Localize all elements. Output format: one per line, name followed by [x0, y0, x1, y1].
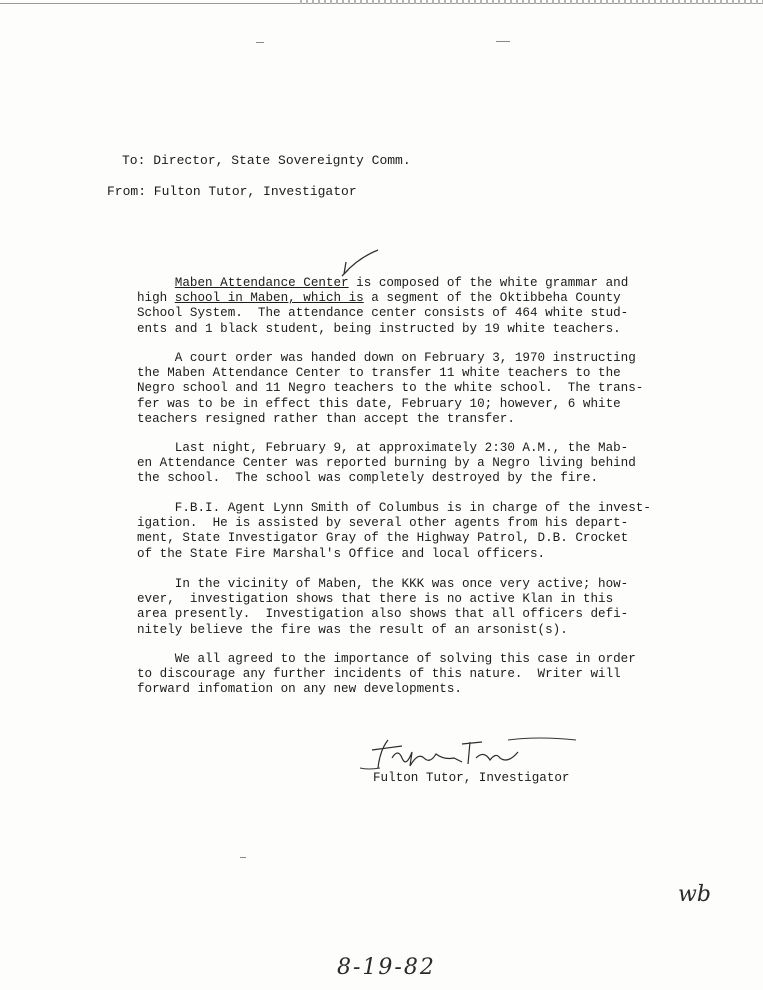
paragraph-line: In the vicinity of Maben, the KKK was once very active; how-: [137, 577, 629, 591]
underlined-text: Maben Attendance Center: [174, 276, 349, 290]
scan-speck: [496, 41, 510, 42]
paragraph-line: ever, investigation shows that there is no active Klan in this: [137, 592, 614, 607]
scan-speck: [256, 42, 264, 43]
paragraph-line: high school in Maben, which is a segment of the Oktibbeha County: [137, 291, 621, 306]
paragraph-line: Negro school and 11 Negro teachers to the white school. The trans-: [137, 381, 644, 396]
paragraph-2: [137, 351, 657, 427]
paragraph-5: [137, 577, 657, 638]
handwritten-initials: wb: [678, 882, 711, 907]
paragraph-line: Maben Attendance Center is composed of the white grammar and: [174, 276, 629, 290]
paragraph-line: Last night, February 9, at approximately 2:30 A.M., the Mab-: [137, 441, 629, 455]
paragraph-line: igation. He is assisted by several other agents from his depart-: [137, 516, 629, 531]
scan-speck: [240, 857, 246, 858]
underlined-text: school in Maben, which is: [174, 291, 364, 306]
paragraph-line: ents and 1 black student, being instructed by 19 white teachers.: [137, 321, 621, 336]
paragraph-line: We all agreed to the importance of solving this case in order: [137, 652, 636, 666]
paragraph-4: [137, 501, 657, 562]
page-top-noise: [300, 0, 763, 4]
paragraph-line: the Maben Attendance Center to transfer 11 white teachers to the: [137, 366, 621, 381]
paragraph-line: the school. The school was completely destroyed by the fire.: [137, 471, 599, 486]
paragraph-1: [137, 276, 657, 337]
paragraph-line: to discourage any further incidents of this nature. Writer will: [137, 667, 621, 682]
paragraph-line: F.B.I. Agent Lynn Smith of Columbus is in charge of the invest-: [137, 501, 651, 515]
paragraph-line: ment, State Investigator Gray of the Highway Patrol, D.B. Crocket: [137, 531, 629, 546]
memo-to: To: Director, State Sovereignty Comm.: [122, 153, 411, 168]
handwritten-date: 8-19-82: [337, 955, 436, 980]
paragraph-line: teachers resigned rather than accept the transfer.: [137, 411, 515, 426]
paragraph-line: area presently. Investigation also shows that all officers defi-: [137, 607, 629, 622]
paragraph-line: en Attendance Center was reported burning by a Negro living behind: [137, 456, 636, 471]
paragraph-3: [137, 441, 657, 487]
paragraph-line: School System. The attendance center consists of 464 white stud-: [137, 306, 629, 321]
paragraph-line: of the State Fire Marshal's Office and local officers.: [137, 546, 546, 561]
paragraph-6: [137, 652, 657, 698]
signature-name: Fulton Tutor, Investigator: [373, 771, 570, 785]
paragraph-line: forward infomation on any new developments.: [137, 682, 462, 697]
paragraph-line: fer was to be in effect this date, February 10; however, 6 white: [137, 396, 621, 411]
paragraph-line: nitely believe the fire was the result of an arsonist(s).: [137, 622, 568, 637]
paragraph-line: A court order was handed down on February 3, 1970 instructing: [137, 351, 636, 365]
memo-from: From: Fulton Tutor, Investigator: [107, 184, 357, 199]
